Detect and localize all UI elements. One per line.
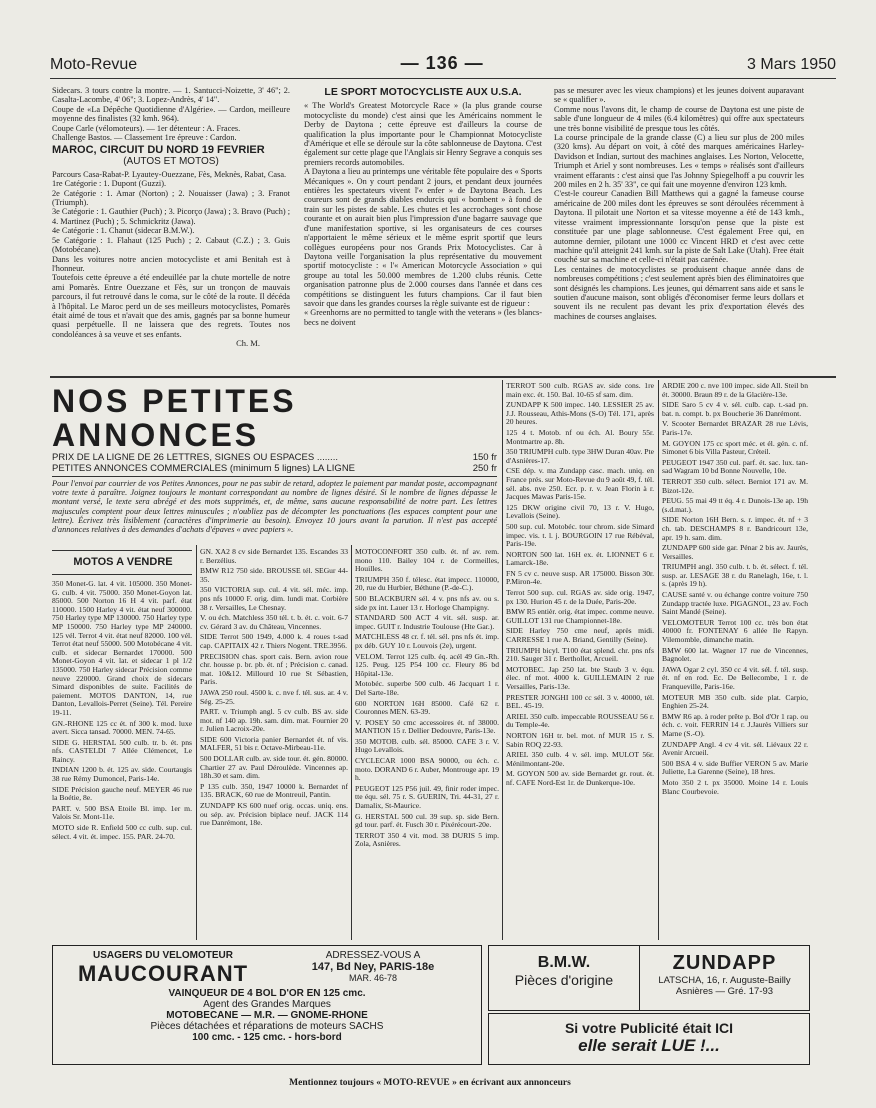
classified-ad: PART. v. Triumph angl. 5 cv culb. BS av. side mot. nf 140 ap. 19h. sam. dim. mat. Fournier 20 r. Julien Lacroix-20e. — [200, 707, 348, 734]
classified-ad: P 135 culb. 350, 1947 10000 k. Bernardet nf 135. BRACK, 60 rue de Montreuil, Pantin. — [200, 781, 348, 800]
classifieds-column-d — [506, 382, 654, 938]
paragraph: Toutefois cette épreuve a été endeuillée par la chute mortelle de notre ami Pomarès. Entre Ouezzane et Fès, sur un tronçon de mauvais parcours, il fut retrouvé dans le coma, sur le côté de la route. Il décéda à l'hôpital. Le Maroc perd un de ses meilleurs motocyclistes, Pomarès était aimé de tous et n'avait que des amis, gagnés par sa bonne humeur quasi perpétuelle. Il ne laissera que des regrets. Toutes nos condoléances à sa veuve et ses enfants. — [52, 273, 290, 339]
classified-ad: PRECISION chas. sport cais. Bern. avion roue chr. housse p. br. pb. ét. nf ; Précision c. canad. mat. 10&12. Millourd 10 rue St Sébastien, Paris. — [200, 651, 348, 687]
price-value: 150 fr — [472, 452, 497, 463]
classified-ad: ZUNDAPP Angl. 4 cv 4 vit. sél. Liévaux 22 r. Avenir Arcueil. — [662, 739, 808, 758]
price-label: PRIX DE LA LIGNE DE 26 LETTRES, SIGNES OU ESPACES ........ — [52, 452, 338, 463]
column-divider — [502, 380, 503, 940]
publicity-ad — [488, 1013, 810, 1065]
paragraph: Parcours Casa-Rabat-P. Lyautey-Ouezzane, Fès, Meknès, Rabat, Casa. — [52, 169, 287, 179]
classified-ad: 500 sup. cul. Motobéc. tour chrom. side Simard impec. vis. t. l. j. BOURGOIN 17 rue Rébéval, Paris-19e. — [506, 521, 654, 549]
classified-ad: CAUSE santé v. ou échange contre voiture 750 Zundapp tractée luxe. PIGAGNOL, 23 av. Foch Saint Mandé (Seine). — [662, 590, 808, 617]
zundapp-logo-text: ZUNDAPP — [672, 952, 777, 974]
bmw-logo-text: B.M.W. — [537, 954, 591, 971]
divider — [52, 574, 192, 575]
classified-ad: 350 MOTOB. culb. sél. 85000. CAFE 3 r. V. Hugo Levallois. — [355, 736, 499, 755]
classified-ad: V. POSEY 50 cmc accessoires ét. nf 38000. MANTION 15 r. Dellier Dedouvre, Paris-13e. — [355, 717, 499, 736]
header-rule — [50, 78, 836, 79]
classifieds-column-a — [52, 580, 192, 938]
classified-ad: M. GOYON 175 cc sport méc. et él. gén. c. nf. Simonet 6 bis Villa Pasteur, Créteil. — [662, 438, 808, 457]
classified-ad: 500 DOLLAR culb. av. side tour. ét. gén. 80000. Chartier 27 av. Paul Déroulède. Vincennes ap. 18h.30 et sam. dim. — [200, 754, 348, 781]
classified-ad: TRIUMPH angl. 350 culb. t. b. ét. sélect. f. tél. susp. ar. LESAGE 38 r. du Ranelagh, 16e, t. l. s. (après 19 h). — [662, 562, 808, 589]
page-footer: Mentionnez toujours « MOTO-REVUE » en écrivant aux annonceurs — [289, 1078, 571, 1088]
paragraph: 4e Catégorie : 1. Chanut (sidecar B.M.W.). — [52, 226, 195, 236]
classified-ad: JAWA Ogar 2 cyl. 350 cc 4 vit. sél. f. tél. susp. ét. nf en rod. Ec. De Bellecombe, 1 r. de Franqueville, Paris-16e. — [662, 664, 808, 691]
paragraph: A Daytona a lieu au printemps une véritable fête populaire des « Sports Mécaniques ». On y court pendant 2 jours, et pendant deux journées entières les spectateurs vivent l'« enfer » de Daytona Beach. Les coureurs sont de grands diables endurcis qui « bombent » à fond de train sur les pistes de sable. Les chutes et les accrochages sont chose courante et on aurait bien plus l'impression d'une bagarre sauvage que d'une manifestation sportive, si les organisateurs de ces courses n'apportaient le même sérieux et le même esprit sportif que leurs collègues européens pour nos Grands Prix Motocyclistes. Car à Daytona veille l'organisation la plus représentative du mouvement sportif motocycliste : « l'« American Motorcycle Association » qui groupe au total les 50.000 membres de 1.200 clubs réunis. Cette organisation patronne plus de 2.000 courses dans l'année et dans ces compétitions se distinguent les futurs champions. Car il faut bien savoir que dans les grandes courses la règle suivante est de rigueur : — [304, 167, 542, 308]
divider — [52, 476, 497, 477]
ad-text: USAGERS DU VELOMOTEUR — [92, 950, 233, 961]
classified-ad: PART. v. 500 BSA Etoile Bl. imp. 1er m. Valois Sr. Mont-11e. — [52, 803, 192, 822]
classifieds-header — [52, 384, 497, 534]
column-divider — [196, 545, 197, 940]
paragraph: Challenge Bastos. — Classement 1re épreuve : Cardon. — [52, 133, 237, 143]
classified-ad: Motobéc. superbe 500 culb. 46 Jacquart 1 r. Del Sarte-18e. — [355, 679, 499, 697]
classified-ad: MOTO side R. Enfield 500 cc culb. sup. cul. sélect. 4 vit. ét. impec. 155. PAR. 24-70. — [52, 823, 192, 841]
paragraph: Comme nous l'avons dit, le champ de course de Daytona est une piste de sable d'une longueur de 4 miles (6.4 kilomètres) qui offre aux spectateurs une très bonne visibilité de presque tous les côtés. — [554, 104, 804, 133]
classified-ad: V. ou éch. Matchless 350 tél. t. b. ét. c. voit. 6-7 cv. Gérard 3 av. du Château, Vincennes. — [200, 613, 348, 631]
price-line — [52, 452, 497, 463]
paragraph: La course principale de la grande classe (C) a lieu sur plus de 200 miles (320 kms). Au départ on voit, à côté des marques américaines Harley-Davidson et Indian, surtout des machines anglaises. Les Norton, Velocette, Triumph et Ariel y sont nombreuses. Les « temps » réalisés sont d'ailleurs vraiment effarants : c'est ainsi que l'as Johnny Spiegelhoff a pu couvrir les 200 miles en 2 h. 35' 33", ce qui fait une moyenne d'environ 123 kmh. — [554, 133, 804, 190]
ad-text: Pièces d'origine — [514, 972, 614, 988]
article-title: MAROC, CIRCUIT DU NORD 19 FEVRIER — [52, 144, 265, 157]
article-title: LE SPORT MOTOCYCLISTE AUX U.S.A. — [324, 86, 522, 98]
classified-ad: Moto 350 2 t. px 35000. Moine 14 r. Louis Blanc Courbevoie. — [662, 777, 808, 796]
column-divider — [658, 380, 659, 940]
ad-phone: Asnières — Gré. 17-93 — [675, 986, 774, 997]
classified-ad: V. Scooter Bernardet BRAZAR 28 rue Lévis, Paris-17e. — [662, 419, 808, 437]
article-usa-column — [304, 86, 542, 371]
paragraph: C'est-le coureur Canadien Bill Matthews qui a gagné la fameuse course américaine de 200 miles dont les épreuves se sont déroulées récemment à Daytona. Il pilotait une Norton et sa vitesse moyenne a été de 143 kmh., vitesse vraiment impressionnante lorsqu'on pense que la piste est constituée par une plage sablonneuse. C'est également Free qui, en automne dernier, pilotant une 1000 cc Vincent HRD et c'est avec cette machine qu'il atteignit 241 kmh. sur la piste de Salt Lake (Utah). Free était couché sur sa machine et celle-ci n'était pas carénée. — [554, 189, 804, 265]
classified-ad: 350 Monet-G. lat. 4 vit. 105000. 350 Monet-G. culb. 4 vit. 75000. 350 Monet-Goyon lat. 85000. 500 Norton 16 H 4 vit. parf. état 110000. 1500 Harley 4 vit. état neuf 300000. 750 Harley type MP 130000. 750 Harley type MP 150000. 750 Harley type MP 240000. 125 vél. Terrot 4 vit. état neuf 82000. 100 vél. Terrot état neuf 55000. 500 Motobécane 4 vit. culb. et sidecar Bernardet 170000. 500 Monet-Goyon 4 vit. lat. et sidecar 1 pl 1/2 135000. 750 Harley sidecar Précision comme neuve 220000. Grand choix de sidecars Simard disponibles de suite. Facilités de paiement. MOTOS DANTON, 14, rue Danton, Levallois-Perret (Seine). Tél. Pereire 19-11. — [52, 580, 192, 717]
classifieds-column-e — [662, 382, 808, 938]
classified-ad: TERROT 500 culb. RGAS av. side cons. 1re main exc. ét. 150. Bal. 10-65 sf sam. dim. — [506, 382, 654, 399]
classified-ad: VELOM. Terrot 125 culb. éq. acél 49 Gn.-Rh. 125. Peug. 125 P54 100 cc. Fleury 86 bd Hôpital-13e. — [355, 651, 499, 678]
classified-ad: TRIUMPH bicyl. T100 état splend. chr. pns nfs 210. Sauger 31 r. Berthollet, Arcueil. — [506, 645, 654, 664]
paragraph: 2e Catégorie : 1. Amar (Norton) ; 2. Nouaisser (Jawa) ; 3. Franot (Triumph). — [52, 188, 290, 208]
classified-ad: GN.-RHONE 125 cc ét. nf 300 k. mod. luxe avert. Sicca tansad. 70000. MEN. 74-65. — [52, 718, 192, 737]
classified-ad: PRESTER JONGHI 100 cc sél. 3 v. 40000, tél. BEL. 45-19. — [506, 692, 654, 711]
ad-text: elle serait LUE !... — [578, 1036, 720, 1055]
article-results-column — [52, 86, 290, 371]
article-usa-continued-column — [554, 86, 804, 371]
price-label: PETITES ANNONCES COMMERCIALES (minimum 5 lignes) LA LIGNE — [52, 463, 356, 474]
paragraph: « Greenhorns are no permitted to tangle with the veterans » (les blancs-becs ne doivent — [304, 308, 542, 327]
classified-ad: ZUNDAPP KS 600 nuef orig. occas. uniq. ens. ou sép. av. Précision biplace neuf. JACK 114 rue Danrémont, 18e. — [200, 801, 348, 828]
classified-ad: Terrot 500 sup. cul. RGAS av. side orig. 1947, px 130. Hurion 45 r. de la Duée, Paris-20e. — [506, 588, 654, 606]
ad-brand: MAUCOURANT — [77, 961, 249, 986]
classifieds-column-b — [200, 548, 348, 938]
divider — [52, 550, 192, 551]
classifieds-column-c — [355, 548, 499, 938]
classifieds-title: NOS PETITES ANNONCES — [52, 383, 297, 453]
classified-ad: ZUNDAPP K 500 impec. 140. LESSIER 25 av. J.J. Rousseau, Athis-Mons (S-O) Tél. 171, après 20 heures. — [506, 400, 654, 427]
bmw-zundapp-ad — [488, 945, 810, 1011]
classified-ad: BMW 600 lat. Wagner 17 rue de Vincennes, Bagnolet. — [662, 645, 808, 664]
classified-ad: INDIAN 1200 b. ét. 125 av. side. Courtaugis 38 rue Rémy Dumoncel, Paris-14e. — [52, 765, 192, 784]
column-divider — [351, 545, 352, 940]
classified-ad: 350 TRIUMPH culb. type 3HW Duran 40av. Pte d'Asnières-17. — [506, 447, 654, 465]
magazine-name: Moto-Revue — [50, 56, 138, 73]
classified-ad: CYCLECAR 1000 BSA 90000, ou éch. c. moto. DORAND 6 r. Auber, Montrouge apr. 19 h. — [355, 756, 499, 783]
paragraph: Dans les voitures notre ancien motocycliste et ami Benitah est à l'honneur. — [52, 254, 290, 273]
classified-ad: BMW R12 750 side. BROUSSE tél. SEGur 44-35. — [200, 566, 348, 584]
classified-ad: SIDE 600 Victoria panier Bernardet ét. nf vis. MALFER, 51 bis r. Octave-Mirbeau-11e. — [200, 734, 348, 753]
classified-ad: NORTON 16H tr. bel. mot. nf MUR 15 r. S. Sabin ROQ 22-93. — [506, 730, 654, 749]
price-list — [52, 452, 497, 474]
ad-address: 147, Bd Ney, PARIS-18e — [311, 961, 435, 973]
paragraph: pas se mesurer avec les vieux champions) et les jeunes doivent auparavant se « qualifier ». — [554, 86, 804, 105]
classified-ad: MATCHLESS 48 cr. f. tél. sél. pns nfs ét. imp. px déb. GUY 10 r. Louvois (2e), urgent. — [355, 632, 499, 650]
classified-ad: 600 NORTON 16H 85000. Café 62 r. Couronnes MEN. 63-39. — [355, 698, 499, 717]
classified-ad: MOTOCONFORT 350 culb. ét. nf av. rem. mono 110. Bailey 104 r. de Cormeilles, Houilles. — [355, 548, 499, 574]
price-value: 250 fr — [472, 463, 497, 474]
classified-ad: 500 BLACKBURN sél. 4 v. pns nfs av. ou s. side px int. Lauer 13 r. Horloge Champigny. — [355, 593, 499, 612]
classified-ad: FN 5 cv c. neuve susp. AR 175000. Bisson 30r. P.Miron-4e. — [506, 568, 654, 587]
classified-ad: ZUNDAPP 600 side gar. Pénar 2 bis av. Jaurès, Versailles. — [662, 543, 808, 561]
page-header — [50, 50, 836, 74]
issue-date: 3 Mars 1950 — [747, 56, 836, 73]
classified-ad: SIDE Harley 750 cme neuf, après midi. CARRESSE 1 rue A. Briand, Gentilly (Seine). — [506, 626, 654, 645]
classified-ad: TERROT 350 culb. sélect. Berniot 171 av. M. Bizot-12e. — [662, 476, 808, 495]
paragraph: 1re Catégorie : 1. Dupont (Guzzi). — [52, 179, 167, 189]
paragraph: 3e Catégorie : 1. Gauthier (Puch) ; 3. Picorço (Jawa) ; 3. Bravo (Puch) ; 4. Martinez (Puch) ; 5. Schmickritz (Jawa). — [52, 207, 290, 226]
classified-ad: CSE dép. v. ma Zundapp casc. mach. uniq. en France prés. sur Moto-Revue du 9 août 49, f. tél. sél. abs. nve 250. Ecr. p. r. v. Jean Florin à r. Jacques Mawas Paris-15e. — [506, 466, 654, 502]
classified-ad: 350 VICTORIA sup. cul. 4 vit. sél. méc. imp. pns nfs 10000 F. orig. dim. lundi mat. Corbière 38 r. Versailles, Le Chesnay. — [200, 585, 348, 612]
paragraph: Les centaines de motocyclistes se produisent chaque année dans de nombreuses compétitions ; c'est seulement après bien des éliminatoires que sont désignés les champions. Les jeunes, qui démarrent sans aide et sans le soutien d'aucune maison, sont obligés d'économiser ferme leurs dollars et souvent ils ne reculent pas devant les prix d'exportation élevés des machines de courses anglaises. — [554, 264, 804, 321]
classified-ad: PEUGEOT 125 P56 juil. 49, finir roder impec. tte équ. sél. 75 r. S. GUERIN, Tri. 44-31, 27 r. Damalix, St-Maurice. — [355, 783, 499, 811]
paragraph: Coupe de «La Dépêche Quotidienne d'Algérie». — Cardon, meilleure moyenne des finalistes (32 kmh. 964). — [52, 104, 290, 124]
classified-ad: 125 4 t. Motob. nf ou éch. Al. Boury 55r. Montmartre ap. 8h. — [506, 427, 654, 446]
page-number: — 136 — — [400, 53, 484, 73]
ad-phone: MAR. 46-78 — [348, 973, 398, 983]
classified-ad: SIDE Norton 16H Bern. s. r. impec. ét. nf + 3 ch. tab. DESCHAMPS 8 r. Bandricourt 13e, apr. 19 h. sam. dim. — [662, 515, 808, 542]
classified-ad: MOTEUR MB 350 culb. side plat. Carpio, Enghien 25-24. — [662, 692, 808, 711]
ad-text: Si votre Publicité était ICI — [564, 1020, 734, 1036]
classified-ad: STANDARD 500 ACT 4 vit. sél. susp. ar. impec. GUIT r. Industrie Toulouse (Hte Gar.). — [355, 613, 499, 631]
classified-ad: MOTOBEC. Jap 250 lat. bte Staub 3 v. équ. élec. nf mot. 4000 k. GUILLEMAIN 2 rue Versailles, Paris-13e. — [506, 664, 654, 691]
classified-ad: GN. XA2 8 cv side Bernardet 135. Escandes 33 r. Berzélius. — [200, 548, 348, 565]
classified-ad: SIDE Terrot 500 1949, 4.000 k. 4 roues t-sad cap. CAPITAIX 42 r. Thiers Nogent. TRE.3956. — [200, 632, 348, 650]
classified-ad: TERROT 350 4 vit. mod. 38 DURIS 5 imp. Zola, Asnières. — [355, 830, 499, 849]
classified-ad: TRIUMPH 350 f. télesc. état impecc. 110000, 20, rue du Hurbier, Béthune (P.-de-C.). — [355, 574, 499, 593]
price-line — [52, 463, 497, 474]
classified-ad: BMW R5 entièr. orig. état impec. comme neuve. GUILLOT 131 rue Championnet-18e. — [506, 607, 654, 625]
classified-ad: SIDE G. HERSTAL 500 culb. tr. b. ét. pns nfs. CASTELDI 7 Allée Clémencet, Le Raincy. — [52, 737, 192, 764]
classified-ad: ARIEL 350 culb. 4 v. sél. imp. MULOT 56r. Ménilmontant-20e. — [506, 750, 654, 768]
section-title: MOTOS A VENDRE — [73, 556, 173, 568]
section-rule — [50, 376, 836, 378]
paragraph: 5e Catégorie : 1. Flahaut (125 Puch) ; 2. Cabaut (C.Z.) ; 3. Guis (Motobécane). — [52, 235, 290, 255]
ad-text: ADRESSEZ-VOUS A — [325, 950, 421, 961]
classified-ad: 125 DKW origine civil 70, 13 r. V. Hugo, Levallois (Seine). — [506, 502, 654, 521]
classified-ad: PEUGEOT 1947 350 cul. parf. ét. sac. lux. tan-sad Wagram 10 bd Bonne Nouvelle, 10e. — [662, 457, 808, 476]
classified-ad: JAWA 250 roul. 4500 k. c. nve f. tél. sus. ar. 4 v. Ség. 25-25. — [200, 687, 348, 706]
classified-ad: ARIEL 350 culb. impeccable ROUSSEAU 56 r. du Temple-4e. — [506, 711, 654, 730]
signature: Ch. M. — [236, 338, 260, 349]
classified-ad: NORTON 500 lat. 16H ex. ét. LIONNET 6 r. Lamarck-18e. — [506, 549, 654, 568]
classifieds-notice: Pour l'envoi par courrier de vos Petites Annonces, pour ne pas subir de retard, adoptez le paiement par mandat poste, accompagnant votre texte à paraître. Joignez toujours le montant correspondant au nombre de lignes désiré. Si le nombre de lignes dépasse le montant versé, le texte sera abrégé et des mots supprimés, et, de même, sans aucune responsabilité de notre part. Les lettres majuscules comptent pour deux lettres minuscules ; n'oubliez pas de décompter les ponctuations (les espaces comptent pour une lettre). Écrivez très lisiblement (caractères d'imprimerie au besoin). Envoyez 10 jours avant la parution. Il n'est pas accepté d'annonces relatives à des demandes d'achats d'épaves « avec papiers ». — [52, 479, 497, 535]
paragraph: « The World's Greatest Motorcycle Race » (la plus grande course motocycliste du monde) c'est ainsi que les Américains nomment le Derby de Daytona ; cette épreuve est d'ailleurs la course de qualification la plus importante pour le Championnat Motocycliste d'Amérique et elle se déroule sur la côte sablonneuse de Daytona. C'est également sur cette plage que l'Anglais sir Henry Segrave a conquis ses premiers records automobiles. — [304, 101, 542, 167]
classified-ad: G. HERSTAL 500 cul. 39 sup. sp. side Bern. gd tour. parf. ét. Fusch 30 r. Pixérécourt-20e. — [355, 811, 499, 830]
ad-text: Agent des Grandes Marques — [203, 999, 331, 1010]
ad-text: Pièces détachées et réparations de moteurs SACHS — [150, 1021, 384, 1032]
paragraph: Sidecars. 3 tours contre la montre. — 1. Santucci-Noizette, 3' 46"; 2. Casalta-Lacombe, 4' 06"; 3. Lopez-Andrès, 4' 14". — [52, 86, 290, 105]
ad-text: VAINQUEUR DE 4 BOL D'OR EN 125 cmc. — [168, 988, 366, 999]
ad-text: 100 cmc. - 125 cmc. - hors-bord — [192, 1032, 342, 1043]
article-subtitle: (AUTOS ET MOTOS) — [123, 156, 219, 168]
classified-ad: SIDE Saro 5 cv 4 v. sél. culb. cap. t.-sad pn. bat. n. compt. b. px Boucherie 36 Danrémont. — [662, 400, 808, 418]
maucourant-ad — [52, 945, 482, 1065]
classified-ad: PEUG. 55 mai 49 tt éq. 4 r. Dunois-13e ap. 19h (s.d.mat.). — [662, 496, 808, 514]
classified-ad: M. GOYON 500 av. side Bernardet gr. rout. ét. nf. CAFE Nord-Est 1r. de Dunkerque-10e. — [506, 769, 654, 787]
ad-text: MOTOBECANE — M.R. — GNOME-RHONE — [166, 1010, 368, 1021]
classified-ad: 500 BSA 4 v. side Buffier VERON 5 av. Marie Juliette, La Garenne (Seine), 18 hres. — [662, 758, 808, 777]
classified-ad: VELOMOTEUR Terrot 100 cc. très bon état 40000 fr. FONTENAY 6 allée Ile Rapyn. Vilemomble, dimanche matin. — [662, 617, 808, 645]
ad-address: LATSCHA, 16, r. Auguste-Bailly — [658, 975, 791, 986]
classified-ad: BMW R6 ap. à roder prête p. Bol d'Or 1 rap. ou éch. c. voit. FERRIN 14 r. J.Jaurès Villiers sur Marne (S.-O). — [662, 711, 808, 738]
classified-ad: SIDE Précision gauche neuf. MEYER 46 rue la Boétie, 8e. — [52, 784, 192, 803]
paragraph: Coupe Carle (vélomoteurs). — 1er détenteur : A. Fraces. — [52, 123, 241, 133]
classified-ad: ARDIE 200 c. nve 100 impec. side All. Steil bn ét. 30000. Braun 89 r. de la Glacière-13e. — [662, 382, 808, 399]
